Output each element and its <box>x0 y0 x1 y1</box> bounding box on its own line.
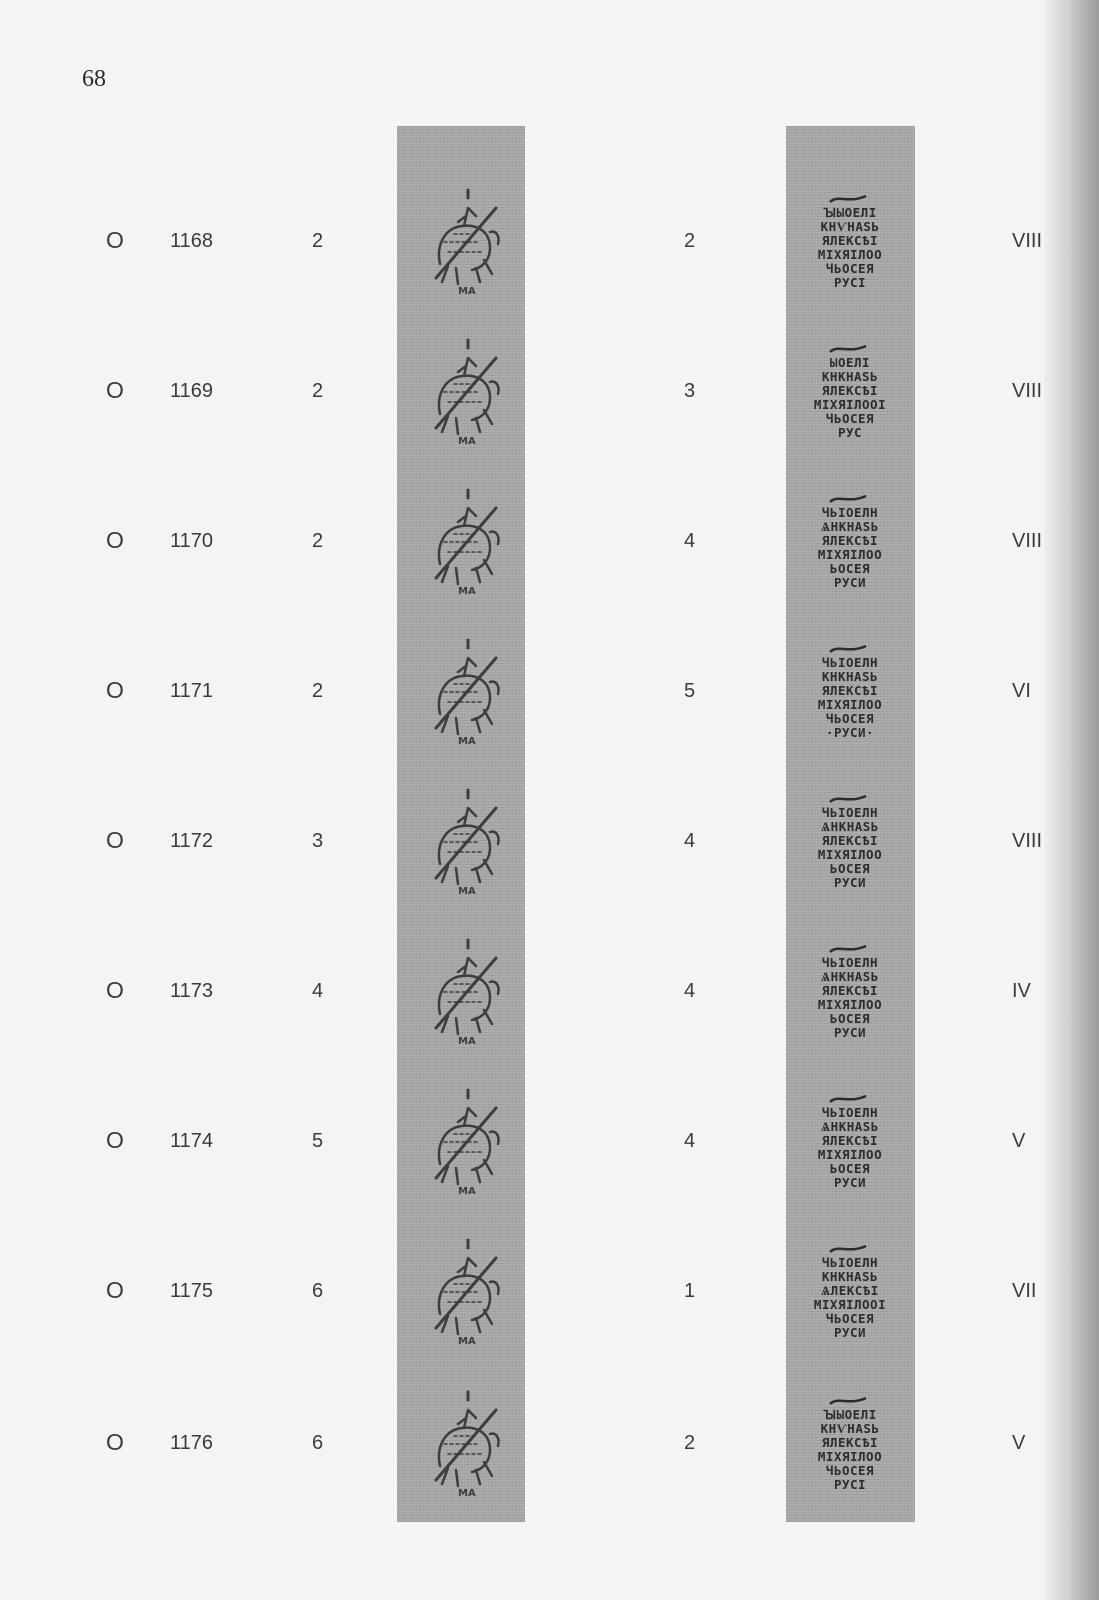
obverse-die: 2 <box>312 530 324 552</box>
inscription-line: ЯЛЕКСѢI <box>821 683 879 698</box>
inscription-coin-image <box>800 194 900 294</box>
inscription-line: РУСI <box>833 1477 867 1492</box>
reverse-die: 1 <box>684 1280 696 1302</box>
inscription-line: МIХЯIЛОО <box>817 1449 883 1464</box>
inscription-line: МIХЯIЛОО <box>817 1147 883 1162</box>
catalog-row <box>0 1366 1099 1518</box>
variant-roman-numeral: IV <box>1012 980 1031 1002</box>
coin-type: О <box>106 227 124 253</box>
inscription-line: ѦЛЕКСѢI <box>821 1283 879 1298</box>
catalog-number: 1171 <box>170 680 214 702</box>
coin-type: О <box>106 1277 124 1303</box>
horseman-coin-image <box>418 336 508 446</box>
coin-type: О <box>106 677 124 703</box>
inscription-line: КНКНАЅЬ <box>821 669 879 684</box>
inscription-coin-image <box>800 1094 900 1194</box>
tilde-mark-icon <box>828 794 868 804</box>
inscription-line: МIХЯIЛОО <box>817 847 883 862</box>
reverse-die: 4 <box>684 530 696 552</box>
obverse-die: 3 <box>312 830 324 852</box>
svg-text:МА: МА <box>458 1186 476 1196</box>
inscription-line: РУС <box>837 425 863 440</box>
inscription-line: ЧЬIОЕЛН <box>821 1255 879 1270</box>
reverse-inscription <box>800 956 900 1040</box>
reverse-die: 4 <box>684 830 696 852</box>
coin-type: О <box>106 827 124 853</box>
inscription-line: ЯЛЕКСѢI <box>821 983 879 998</box>
inscription-coin-image <box>800 1396 900 1496</box>
inscription-line: ·РУСИ· <box>825 725 875 740</box>
inscription-line: ЯЛЕКСѢI <box>821 383 879 398</box>
inscription-coin-image <box>800 494 900 594</box>
horseman-coin-image <box>418 486 508 596</box>
inscription-line: ЬОСЕЯ <box>829 1161 871 1176</box>
variant-roman-numeral: VI <box>1012 680 1031 702</box>
catalog-number: 1172 <box>170 830 214 852</box>
reverse-inscription <box>800 806 900 890</box>
svg-text:МА: МА <box>458 1488 476 1498</box>
svg-text:МА: МА <box>458 286 476 296</box>
catalog-row <box>0 164 1099 316</box>
svg-text:МА: МА <box>458 1336 476 1346</box>
inscription-line: РУСИ <box>833 875 867 890</box>
inscription-line: МIХЯIЛОО <box>817 997 883 1012</box>
inscription-line: ЫОЕЛI <box>829 355 871 370</box>
inscription-line: ЯЛЕКСѢI <box>821 233 879 248</box>
inscription-line: ѦНКНАЅЬ <box>821 519 879 534</box>
variant-roman-numeral: VII <box>1012 1280 1037 1302</box>
svg-text:МА: МА <box>458 1036 476 1046</box>
reverse-die: 4 <box>684 1130 696 1152</box>
tilde-mark-icon <box>828 194 868 204</box>
inscription-line: ЧЬIОЕЛН <box>821 955 879 970</box>
inscription-line: ЧЬIОЕЛН <box>821 805 879 820</box>
reverse-inscription <box>800 356 900 440</box>
inscription-line: ЧЬIОЕЛН <box>821 505 879 520</box>
catalog-number: 1176 <box>170 1432 214 1454</box>
inscription-line: ЯЛЕКСѢI <box>821 533 879 548</box>
inscription-line: ѦНКНАЅЬ <box>821 969 879 984</box>
reverse-inscription <box>800 206 900 290</box>
reverse-inscription <box>800 656 900 740</box>
coin-type: О <box>106 527 124 553</box>
inscription-line: РУСИ <box>833 1325 867 1340</box>
inscription-line: ЯЛЕКСѢI <box>821 833 879 848</box>
catalog-number: 1174 <box>170 1130 214 1152</box>
inscription-line: ЬОСЕЯ <box>829 861 871 876</box>
horseman-coin-image <box>418 1388 508 1498</box>
reverse-inscription <box>800 1408 900 1492</box>
coin-type: О <box>106 977 124 1003</box>
page-number: 68 <box>82 66 106 92</box>
tilde-mark-icon <box>828 344 868 354</box>
inscription-line: ѦНКНАЅЬ <box>821 819 879 834</box>
horseman-coin-image <box>418 936 508 1046</box>
inscription-line: ЬОСЕЯ <box>829 1011 871 1026</box>
inscription-line: ЯЛЕКСѢI <box>821 1435 879 1450</box>
inscription-line: ЧЬОСЕЯ <box>825 1463 875 1478</box>
reverse-inscription <box>800 1106 900 1190</box>
coin-type: О <box>106 1429 124 1455</box>
variant-roman-numeral: V <box>1012 1432 1026 1454</box>
tilde-mark-icon <box>828 1094 868 1104</box>
inscription-line: КНѴНАЅЬ <box>820 1421 880 1436</box>
inscription-line: ЬОСЕЯ <box>829 561 871 576</box>
catalog-row <box>0 914 1099 1066</box>
inscription-line: КНКНАЅЬ <box>821 1269 879 1284</box>
inscription-line: ꙐЫОЕЛI <box>823 1407 877 1422</box>
inscription-line: МIХЯIЛООI <box>813 1297 887 1312</box>
inscription-line: ЧЬОСЕЯ <box>825 711 875 726</box>
variant-roman-numeral: VIII <box>1012 530 1043 552</box>
svg-text:МА: МА <box>458 436 476 446</box>
catalog-number: 1175 <box>170 1280 214 1302</box>
catalog-number: 1169 <box>170 380 214 402</box>
obverse-die: 5 <box>312 1130 324 1152</box>
coin-type: О <box>106 1127 124 1153</box>
catalog-row <box>0 1064 1099 1216</box>
inscription-coin-image <box>800 1244 900 1344</box>
obverse-die: 4 <box>312 980 324 1002</box>
coin-type: О <box>106 377 124 403</box>
obverse-die: 6 <box>312 1432 324 1454</box>
svg-text:МА: МА <box>458 586 476 596</box>
inscription-line: ѦНКНАЅЬ <box>821 1119 879 1134</box>
reverse-die: 3 <box>684 380 696 402</box>
inscription-line: КНКНАЅЬ <box>821 369 879 384</box>
horseman-coin-image <box>418 1236 508 1346</box>
inscription-line: РУСИ <box>833 1175 867 1190</box>
reverse-die: 2 <box>684 1432 696 1454</box>
inscription-line: МIХЯIЛООI <box>813 397 887 412</box>
obverse-die: 2 <box>312 380 324 402</box>
catalog-row <box>0 1214 1099 1366</box>
reverse-die: 4 <box>684 980 696 1002</box>
inscription-coin-image <box>800 644 900 744</box>
obverse-die: 2 <box>312 680 324 702</box>
horseman-coin-image <box>418 186 508 296</box>
tilde-mark-icon <box>828 1244 868 1254</box>
tilde-mark-icon <box>828 494 868 504</box>
variant-roman-numeral: VIII <box>1012 830 1043 852</box>
inscription-line: ꙐЫОЕЛI <box>823 205 877 220</box>
inscription-line: КНѴНАЅЬ <box>820 219 880 234</box>
variant-roman-numeral: VIII <box>1012 380 1043 402</box>
inscription-coin-image <box>800 944 900 1044</box>
inscription-line: ЧЬОСЕЯ <box>825 261 875 276</box>
obverse-die: 6 <box>312 1280 324 1302</box>
reverse-die: 5 <box>684 680 696 702</box>
catalog-number: 1170 <box>170 530 214 552</box>
inscription-line: РУСИ <box>833 1025 867 1040</box>
tilde-mark-icon <box>828 1396 868 1406</box>
reverse-die: 2 <box>684 230 696 252</box>
horseman-coin-image <box>418 636 508 746</box>
inscription-line: ЧЬIОЕЛН <box>821 1105 879 1120</box>
tilde-mark-icon <box>828 644 868 654</box>
svg-text:МА: МА <box>458 886 476 896</box>
variant-roman-numeral: VIII <box>1012 230 1043 252</box>
catalog-row <box>0 314 1099 466</box>
inscription-line: ЯЛЕКСѢI <box>821 1133 879 1148</box>
inscription-coin-image <box>800 344 900 444</box>
reverse-inscription <box>800 1256 900 1340</box>
catalog-number: 1168 <box>170 230 214 252</box>
inscription-line: ЧЬОСЕЯ <box>825 1311 875 1326</box>
catalog-row <box>0 464 1099 616</box>
inscription-line: РУСИ <box>833 575 867 590</box>
catalog-number: 1173 <box>170 980 214 1002</box>
inscription-line: ЧЬIОЕЛН <box>821 655 879 670</box>
catalog-row <box>0 614 1099 766</box>
inscription-line: ЧЬОСЕЯ <box>825 411 875 426</box>
variant-roman-numeral: V <box>1012 1130 1026 1152</box>
tilde-mark-icon <box>828 944 868 954</box>
inscription-line: МIХЯIЛОО <box>817 697 883 712</box>
catalog-row <box>0 764 1099 916</box>
inscription-coin-image <box>800 794 900 894</box>
inscription-line: РУСI <box>833 275 867 290</box>
horseman-coin-image <box>418 1086 508 1196</box>
svg-text:МА: МА <box>458 736 476 746</box>
horseman-coin-image <box>418 786 508 896</box>
reverse-inscription <box>800 506 900 590</box>
inscription-line: МIХЯIЛОО <box>817 247 883 262</box>
obverse-die: 2 <box>312 230 324 252</box>
inscription-line: МIХЯIЛОО <box>817 547 883 562</box>
